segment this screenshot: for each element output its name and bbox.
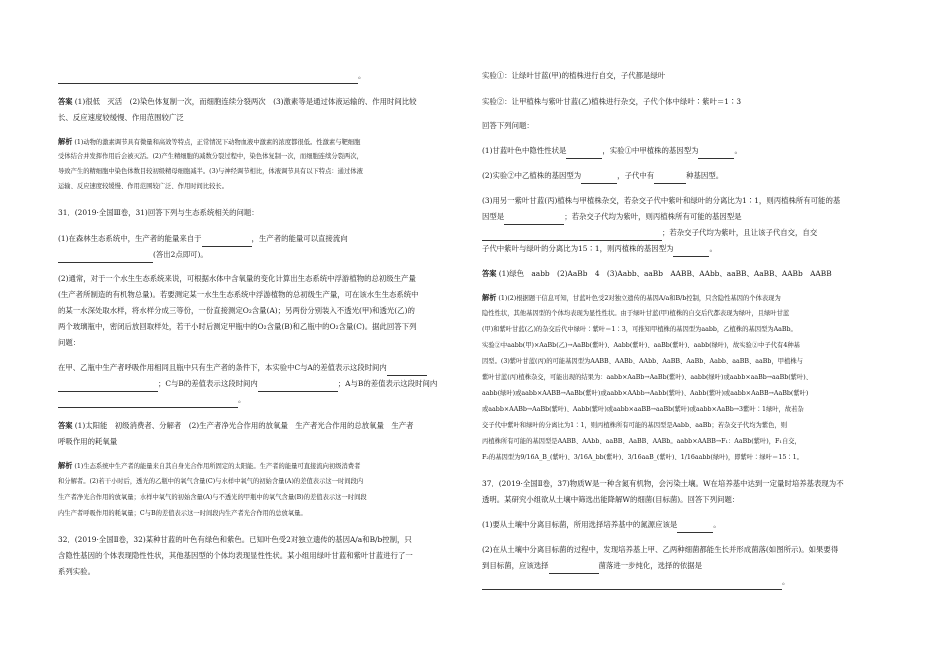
answer-31-line-2: 呼吸作用的耗氧量 (58, 437, 118, 446)
question-31-title: 31．(2019·全国Ⅲ卷，31)回答下列与生态系统相关的问题： (58, 208, 259, 217)
question-32-line-1: 32．(2019·全国Ⅱ卷，32)某种甘蓝的叶色有绿色和紫色。已知叶色受2对独立遗传的基因A/a和B/b控制，只 (58, 535, 412, 544)
answer-label: 答案 (482, 269, 497, 278)
answer-blank (58, 398, 238, 408)
question-37-part-2-line-3: 。 (482, 574, 789, 590)
answer-blank (654, 174, 686, 184)
question-31-part-2-line-4: 两个玻璃瓶中，密闭后放回取样处，若干小时后测定甲瓶中的O₂含量(B)和乙瓶中的O₂含量(C)。据此回答下列 (58, 322, 417, 331)
explanation-32-line-4: 实验②中aabb(甲)×AaBb(乙)→AaBb(紫叶)、Aabb(紫叶)、aaBb(紫叶)、aabb(绿叶)，故实验②中子代有4种基 (482, 342, 800, 349)
explanation-32-line-9: 交子代中紫叶和绿叶的分离比为1∶1，则丙植株所有可能的基因型是Aabb、aaBb；若杂交子代均为紫色，则 (482, 422, 788, 429)
answer-30-line-2: 长、反应速度较缓慢、作用范围较广泛 (58, 113, 184, 122)
explanation-32-line-2: 隐性性状，其他基因型的个体均表现为显性性状。由于绿叶甘蓝(甲)植株的自交后代都表现为绿叶，且绿叶甘蓝 (482, 310, 790, 317)
answer-blank (58, 253, 153, 263)
explanation-31-line-4: 内生产者呼吸作用的耗氧量；C与B的差值表示这一时间段内生产者光合作用的总放氧量。 (58, 510, 307, 517)
question-32-part-3-line-1: (3)用另一紫叶甘蓝(丙)植株与甲植株杂交，若杂交子代中紫叶和绿叶的分离比为1∶1，则丙植株所有可能的基 (482, 196, 841, 205)
explanation-32-line-1: 解析 (1)(2)根据题干信息可知，甘蓝叶色受2对独立遗传的基因A/a和B/b控制，只含隐性基因的个体表现为 (482, 293, 781, 302)
answer-blank (566, 149, 602, 159)
answer-blank (581, 174, 617, 184)
explanation-30-line-1: 解析 (1)动物的激素调节具有微量和高效等特点，正常情况下动物血液中激素的浓度都很低。性激素与靶细胞 (58, 137, 361, 146)
answer-label: 答案 (58, 421, 73, 430)
question-37-part-2-line-1: (2)在从土壤中分离目标菌的过程中，发现培养基上甲、乙两种细菌都能生长并形成菌落(如图所示)。如果要得 (482, 545, 839, 554)
answer-blank (58, 74, 358, 84)
question-31-part-2-line-2: (生产者所制造的有机物总量)。若要测定某一水生生态系统中浮游植物的总初级生产量，可在该水生生态系统中 (58, 290, 419, 299)
question-31-part-1: (1)在森林生态系统中，生产者的能量来自于 ，生产者的能量可以直接流向 (58, 231, 348, 247)
answer-blank (258, 382, 338, 392)
question-32-part-2: (2)实验②中乙植株的基因型为 ，子代中有 种基因型。 (482, 168, 723, 184)
explanation-label: 解析 (58, 137, 73, 146)
question-37-part-2-line-2: 到目标菌，应该选择 菌落进一步纯化，选择的依据是 (482, 558, 702, 574)
question-32-line-2: 含隐性基因的个体表现隐性性状，其他基因型的个体均表现显性性状。某小组用绿叶甘蓝和紫叶甘蓝进行了一 (58, 551, 413, 560)
explanation-32-line-11: F₂的基因型为9/16A_B_(紫叶)、3/16A_bb(紫叶)、3/16aaB_(紫叶)、1/16aabb(绿叶)，即紫叶∶绿叶＝15∶1。 (482, 454, 803, 461)
explanation-31-line-1: 解析 (1)生态系统中生产者的能量来自其自身光合作用所固定的太阳能。生产者的能量可直接流向初级消费者 (58, 461, 361, 470)
question-32-part-1: (1)甘蓝叶色中隐性性状是 ，实验①中甲植株的基因型为 。 (482, 143, 742, 159)
experiment-2: 实验②：让甲植株与紫叶甘蓝(乙)植株进行杂交，子代个体中绿叶∶紫叶＝1∶3 (482, 97, 742, 106)
explanation-label: 解析 (482, 293, 497, 302)
answer-blank (549, 564, 599, 574)
answer-blank (504, 215, 564, 225)
question-32-part-3-line-4: 子代中紫叶与绿叶的分离比为15∶1，则丙植株的基因型为 。 (482, 241, 717, 257)
experiment-1: 实验①：让绿叶甘蓝(甲)的植株进行自交，子代都是绿叶 (482, 71, 666, 80)
explanation-32-line-6: 紫叶甘蓝(丙)植株杂交，可能出现的结果为：aabb×AaBb→AaBb(紫叶)、aabb(绿叶)或aabb×aaBb→aaBb(紫叶)、 (482, 374, 813, 381)
question-31-part-1-cont: (答出2点即可)。 (58, 247, 208, 263)
answer-blank (677, 523, 713, 533)
answer-32: 答案 (1)绿色 aabb (2)AaBb 4 (3)Aabb、aaBb AABB、AAbb、aaBB、AaBB、AABb AABB (482, 269, 832, 278)
explanation-31-line-3: 生产者净光合作用的放氧量；水样中氧气的初始含量(A)与不透光的甲瓶中的氧气含量(B)的差值表示这一时间段 (58, 494, 367, 501)
question-31-part-3-line-1: 在甲、乙瓶中生产者呼吸作用相同且瓶中只有生产者的条件下，本实验中C与A的差值表示这段时间内 (58, 360, 427, 376)
question-31-part-3-line-2: ；C与B的差值表示这段时间内 ；A与B的差值表示这段时间内 (58, 376, 437, 392)
question-37-part-1: (1)要从土壤中分离目标菌，所用选择培养基中的氮源应该是 。 (482, 517, 721, 533)
answer-blank (387, 366, 427, 376)
question-31-part-2-line-1: (2)通常，对于一个水生生态系统来说，可根据水体中含氧量的变化计算出生态系统中浮游植物的总初级生产量 (58, 274, 416, 283)
answer-31-line-1: 答案 (1)太阳能 初级消费者、分解者 (2)生产者净光合作用的放氧量 生产者光合作用的总放氧量 生产者 (58, 421, 414, 430)
explanation-32-line-10: 丙植株所有可能的基因型是AABB、AAbb、aaBB、AaBB、AABb。aabb×AABB→F₁：AaBb(紫叶)，F₁自交， (482, 438, 801, 445)
explanation-30-line-2: 受体结合并发挥作用后会被灭活。(2)产生精细胞的减数分裂过程中，染色体复制一次，而细胞连续分裂两次， (58, 153, 363, 160)
answer-blank (482, 580, 782, 590)
explanation-label: 解析 (58, 461, 73, 470)
explanation-32-line-8: 或aabb×AABb→AaBb(紫叶)、Aabb(紫叶)或aabb×aaBB→aaBb(紫叶)或aabb×AaBb→3紫叶∶1绿叶，故若杂 (482, 406, 804, 413)
answer-blank (482, 231, 662, 241)
question-37-line-2: 透明。某研究小组欲从土壤中筛选出能降解W的细菌(目标菌)。回答下列问题： (482, 495, 740, 504)
explanation-30-line-4: 运输、反应速度较缓慢、作用范围较广泛、作用时间比较长。 (58, 183, 229, 190)
question-32-part-3-line-3: ；若杂交子代均为紫叶，且让该子代自交，自交 (482, 225, 817, 241)
prompt-answer: 回答下列问题： (482, 121, 534, 130)
question-32-line-3: 系列实验。 (58, 567, 95, 576)
explanation-30-line-3: 导致产生的精细胞中染色体数目较初级精母细胞减半。(3)与神经调节相比，体液调节具有以下特点：通过体液 (58, 168, 363, 175)
question-32-part-3-line-2: 因型是 ；若杂交子代均为紫叶，则丙植株所有可能的基因型是 (482, 209, 742, 225)
explanation-32-line-5: 因型。(3)紫叶甘蓝(丙)的可能基因型为AABB、AABb、AAbb、AaBB、AaBb、Aabb、aaBB、aaBb，甲植株与 (482, 358, 803, 365)
answer-blank (202, 237, 252, 247)
answer-blank (58, 382, 158, 392)
question-31-part-2-line-5: 问题： (58, 338, 81, 347)
blank-line-top: 。 (58, 68, 365, 84)
answer-label: 答案 (58, 97, 73, 106)
explanation-32-line-3: (甲)和紫叶甘蓝(乙)的杂交后代中绿叶∶紫叶＝1∶3，可推知甲植株的基因型为aabb，乙植株的基因型为AaBb。 (482, 326, 797, 333)
answer-blank (698, 149, 734, 159)
question-31-part-3-line-3: 。 (58, 392, 245, 408)
explanation-31-line-2: 和分解者。(2)若干小时后，透光的乙瓶中的氧气含量(C)与水样中氧气的初始含量(A)的差值表示这一时间段内 (58, 478, 364, 485)
question-31-part-2-line-3: 的某一水深处取水样，将水样分成三等份，一份直接测定O₂含量(A)；另两份分别装入不透光(甲)和透光(乙)的 (58, 306, 415, 315)
answer-30-line-1: 答案 (1)很低 灭活 (2)染色体复制一次，而细胞连续分裂两次 (3)激素等是通过体液运输的、作用时间比较 (58, 97, 417, 106)
answer-blank (673, 247, 709, 257)
explanation-32-line-7: aabb(绿叶)或aabb×AABB→AaBb(紫叶)或aabb×AAbb→Aabb(紫叶)、Aabb(紫叶)或aabb×AaBB→AaBb(紫叶) (482, 390, 809, 397)
question-37-line-1: 37．(2019·全国Ⅱ卷，37)物质W是一种含氮有机物，会污染土壤。W在培养基中达到一定量时培养基表现为不 (482, 479, 844, 488)
